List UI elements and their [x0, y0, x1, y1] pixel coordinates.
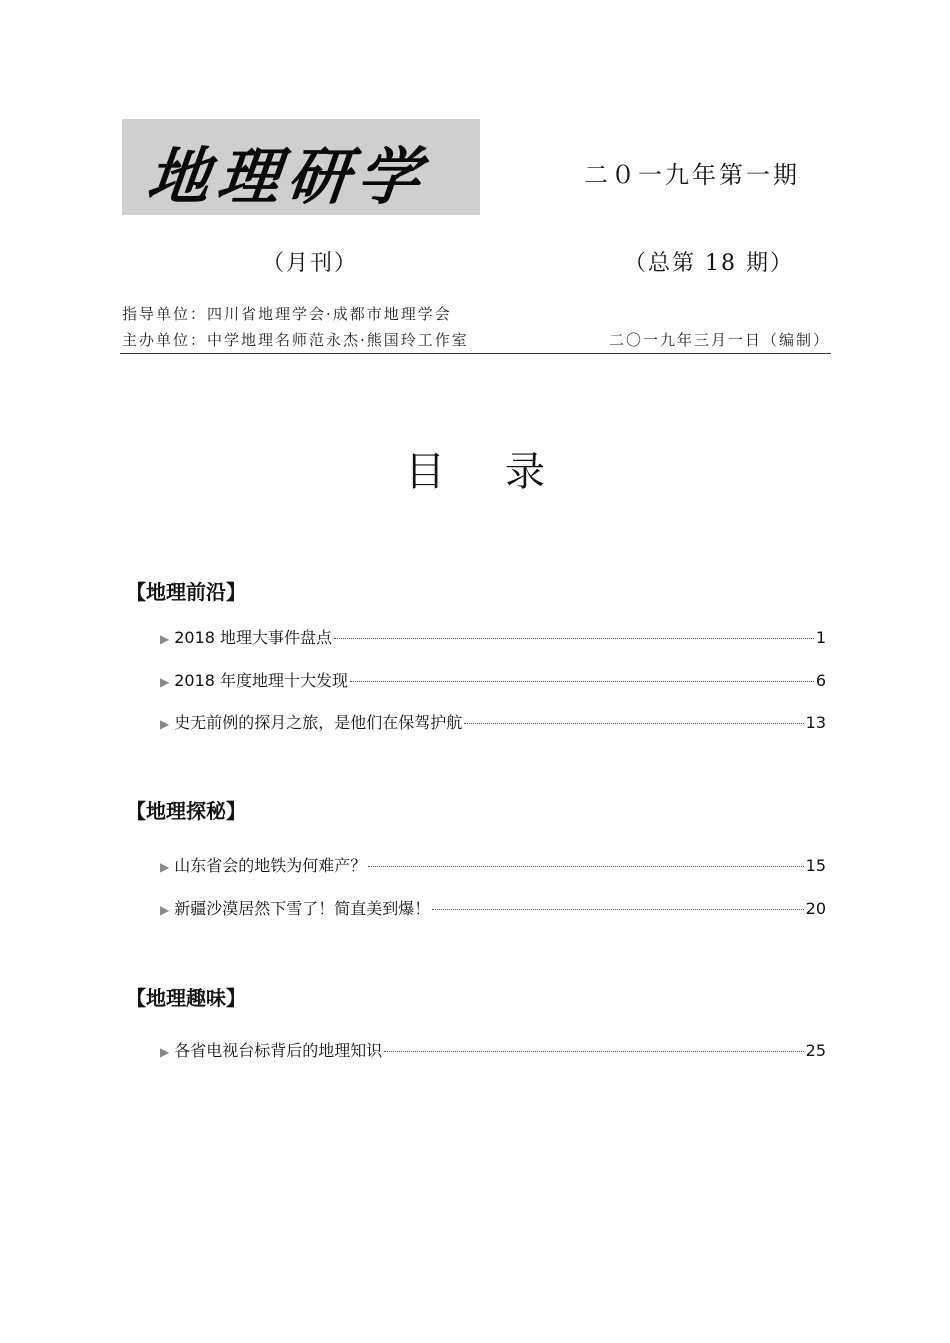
- section-heading-fun: 【地理趣味】: [126, 986, 246, 1010]
- toc-title: 目录: [405, 449, 605, 495]
- triangle-right-icon: ▶: [160, 632, 170, 646]
- triangle-right-icon: ▶: [160, 860, 170, 874]
- masthead-logo: [122, 119, 480, 215]
- header-divider: [120, 353, 831, 354]
- toc-entry-title: 2018 年度地理十大发现: [174, 671, 349, 690]
- dot-leader: [350, 681, 814, 682]
- toc-entry-title: 新疆沙漠居然下雪了！简直美到爆！: [174, 899, 431, 918]
- toc-entry-title: 2018 地理大事件盘点: [174, 628, 333, 647]
- toc-entry-page: 13: [805, 713, 826, 732]
- toc-entry[interactable]: [160, 853, 826, 877]
- host-unit: 主办单位：中学地理名师范永杰·熊国玲工作室: [122, 331, 469, 349]
- toc-entry-page: 1: [815, 628, 826, 647]
- section-heading-explore: 【地理探秘】: [126, 799, 246, 823]
- dot-leader: [464, 723, 803, 724]
- toc-entry[interactable]: [160, 1038, 826, 1062]
- logo-text: 地理研学: [143, 140, 432, 213]
- dot-leader: [384, 1051, 803, 1052]
- toc-entry-page: 20: [805, 899, 826, 918]
- dot-leader: [432, 909, 803, 910]
- triangle-right-icon: ▶: [160, 903, 170, 917]
- dot-leader: [334, 638, 814, 639]
- dot-leader: [368, 866, 803, 867]
- toc-entry[interactable]: [160, 668, 826, 692]
- total-issue-label: （总第 18 期）: [624, 251, 794, 276]
- toc-entry-page: 6: [815, 671, 826, 690]
- section-heading-frontier: 【地理前沿】: [126, 580, 246, 604]
- guide-unit: 指导单位：四川省地理学会·成都市地理学会: [122, 305, 452, 323]
- toc-entry-page: 15: [805, 856, 826, 875]
- toc-entry-title: 史无前例的探月之旅，是他们在保驾护航: [174, 713, 463, 732]
- issue-title: 二０一九年第一期: [584, 161, 800, 189]
- toc-entry-page: 25: [805, 1041, 826, 1060]
- triangle-right-icon: ▶: [160, 1045, 170, 1059]
- toc-entry[interactable]: [160, 710, 826, 734]
- toc-entry-title: 山东省会的地铁为何难产？: [174, 856, 367, 875]
- frequency-label: （月刊）: [262, 251, 359, 276]
- toc-entry-title: 各省电视台标背后的地理知识: [174, 1041, 383, 1060]
- triangle-right-icon: ▶: [160, 675, 170, 689]
- triangle-right-icon: ▶: [160, 717, 170, 731]
- toc-entry[interactable]: [160, 625, 826, 649]
- toc-entry[interactable]: [160, 896, 826, 920]
- compile-date: 二〇一九年三月一日（编制）: [608, 331, 830, 349]
